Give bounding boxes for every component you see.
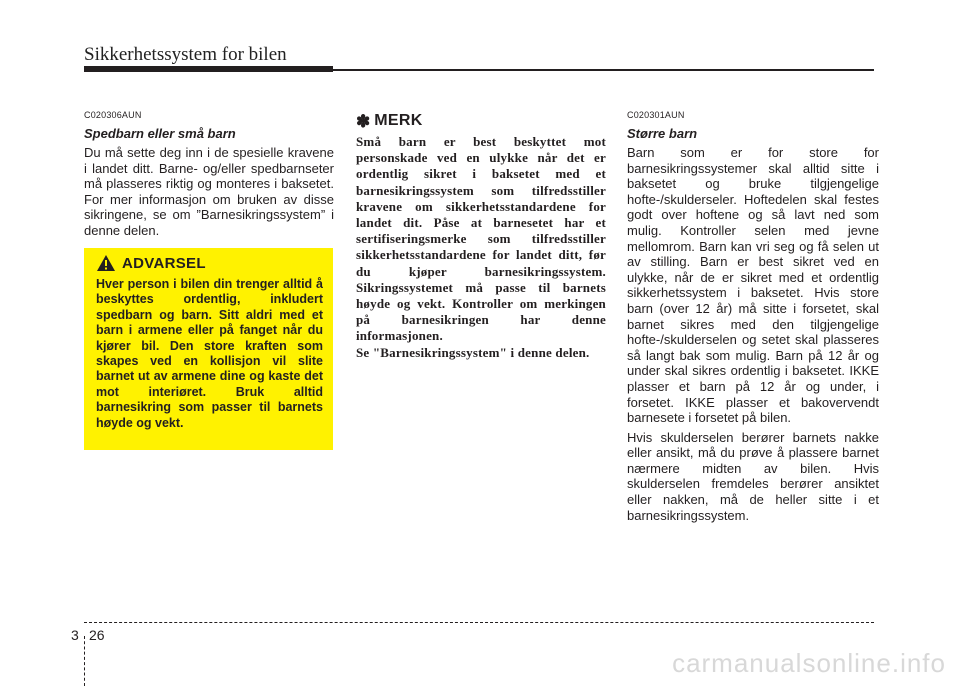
- note-star-icon: ✽: [356, 111, 371, 131]
- note-title: MERK: [374, 112, 423, 129]
- note-body: Små barn er best beskyttet mot personskade ved en ulykke når det er ordentlig sikret i baksetet med et barnesikringssystem som tilfredsstiller kravene om sikkerhetsstandardene for landet dit. Påse at barnesetet har et sertifiseringsmerke som tilfredsstiller sikkerhetsstandardene for landet ditt, før du kjøper barnesikringssystem. Sikringssystemet må passe til barnets høyde og vekt. Kontroller om merkingen på barnesikringen har denne informasjonen.: [356, 134, 606, 344]
- warning-triangle-icon: [96, 254, 116, 272]
- header-title: Sikkerhetssystem for bilen: [84, 44, 287, 65]
- header-bar-thin: [333, 69, 874, 71]
- note-header: [356, 112, 606, 130]
- left-column: [84, 110, 334, 243]
- section-body-continued: Hvis skulderselen berører barnets nakke eller ansikt, må du prøve å plassere barnet nærmere midten av bilen. Hvis skulderselen fremdeles berører ansiktet eller nakken, må de heller sitte i et barnesikringssystem.: [627, 429, 879, 523]
- footer-divider: [84, 622, 874, 623]
- watermark: carmanualsonline.info: [672, 648, 946, 678]
- header-bar-thick: [84, 66, 333, 72]
- chapter-number: 3: [71, 627, 79, 643]
- section-subheading: Større barn: [627, 126, 698, 141]
- section-subheading: Spedbarn eller små barn: [84, 126, 236, 141]
- page-number: 26: [89, 627, 105, 643]
- section-code: C020306AUN: [84, 110, 142, 120]
- footer-vertical-divider: [84, 636, 85, 686]
- section-body: Du må sette deg inn i de spesielle kravene i landet ditt. Barne- og/eller spedbarnseter må plasseres riktig og monteres i baksetet. For mer informasjon om bruken av disse sikringene, se om ”Barnesikringssystem” i denne delen.: [84, 145, 334, 238]
- warning-body: Hver person i bilen din trenger alltid å beskyttes ordentlig, inkludert spedbarn og barn. Sitt aldri med et barn i armene eller på fanget når du kjører bil. Den store kraften som skapes ved en kollisjon vil slite barnet ut av armene dine og kaste det mot interiøret. Bruk alltid barnesikring som passer til barnets høyde og vekt.: [96, 277, 323, 430]
- warning-box: [84, 248, 333, 450]
- note-body-reference: Se "Barnesikringssystem" i denne delen.: [356, 344, 590, 360]
- warning-header: [96, 254, 323, 272]
- section-body: Barn som er for store for barnesikringssystemer skal alltid sitte i baksetet og bruke tilgjengelige hofte-/skulderseler. Hoftedelen skal festes godt over hoftene og så lavt ned som mulig. Kontroller selen med jevne mellomrom. Barn kan vri seg og få selen ut av stilling. Barn er best sikret ved en ulykke, når de er sikret med et ordentlig sikkerhetssystem i baksetet. Hvis store barn (over 12 år) må sitte i forsetet, skal barnet sikres med den tilgjengelige hofte-/skulderselen og setet skal plasseres så langt bak som mulig. Barn på 12 år og under skal sikres ordentlig i baksetet. IKKE plasser et barn på 12 år og under, i forsetet. IKKE plasser et bakovervendt barnesete i forsetet på bilen.: [627, 145, 879, 426]
- warning-title: ADVARSEL: [122, 254, 206, 272]
- section-code: C020301AUN: [627, 110, 685, 120]
- right-column: [627, 110, 879, 527]
- middle-column: [356, 110, 606, 361]
